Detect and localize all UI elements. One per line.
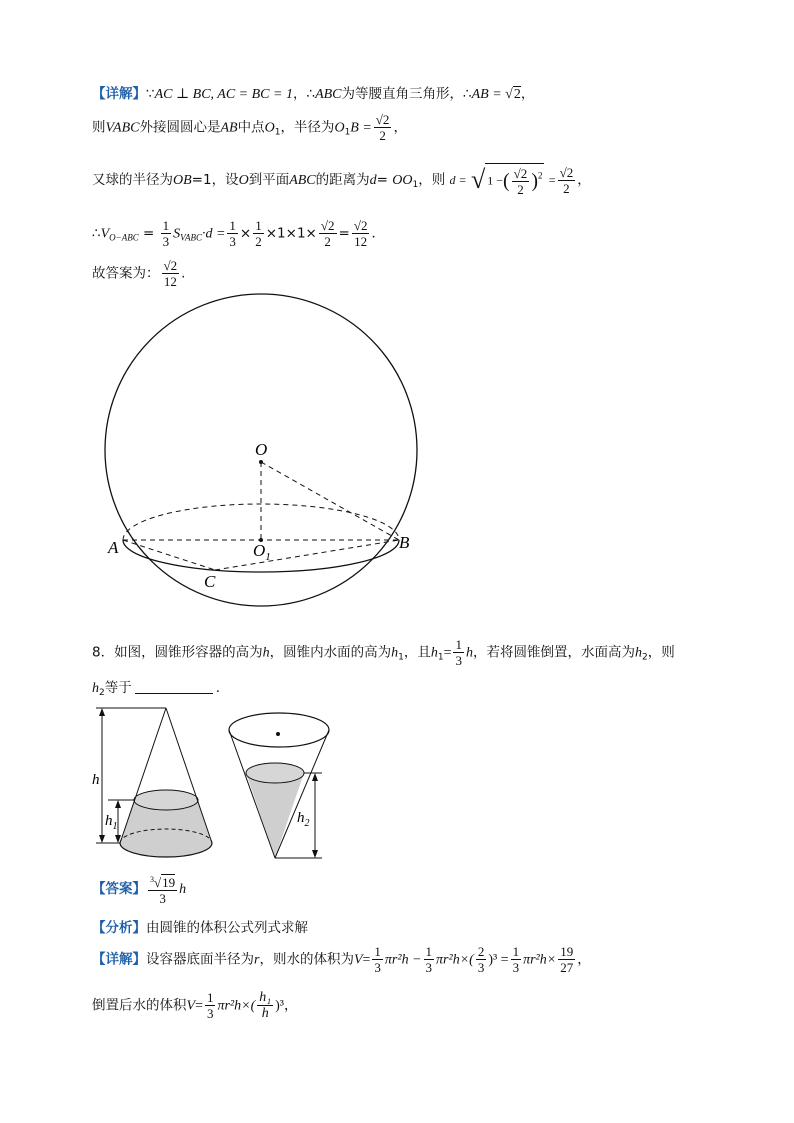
analysis-8-line: 【分析】由圆锥的体积公式列式求解 bbox=[92, 920, 308, 936]
problem-8-stem: 8．如图，圆锥形容器的高为h，圆锥内水面的高为$h_1$，且$h_1=$ $\frac{1}{3}$ h，若将圆锥倒置，水面高为$h_2$，则 bbox=[92, 637, 675, 668]
detail-line-2: 则VABC外接圆圆心是AB中点$O_1$，半径为$O_1B$ = $\frac{√2}{2}$ ， bbox=[92, 112, 407, 143]
analysis-tag: 【分析】 bbox=[92, 920, 146, 936]
detail-8-tag: 【详解】 bbox=[92, 951, 146, 968]
detail-line-1: 【详解】∵AC ⊥ BC, AC = BC = 1，∴ABC为等腰直角三角形，∴AB = √2， bbox=[92, 86, 535, 102]
detail-8-line-1: 【详解】设容器底面半径为r，则水的体积为V= $\frac{1}{3}$ πr²h − $\frac{1}{3}$ πr²h×( $\frac{2}{3}$ )³ = $\frac{1}{3}$ πr²h× $\frac{19}{27}$ ， bbox=[92, 944, 591, 975]
h-arrow-top bbox=[99, 708, 105, 716]
upright-water-surface bbox=[134, 790, 198, 810]
inverted-water-surface bbox=[246, 763, 304, 783]
label-a: A bbox=[108, 538, 119, 557]
radical-expression: 1 −( $\frac{√2}{2}$ )$^2$ bbox=[485, 163, 544, 197]
problem-8-line-2: $h_2$等于 . bbox=[92, 680, 221, 698]
fraction: $\frac{√2}{2}$ bbox=[375, 112, 390, 143]
answer-8-line: 【答案】 $\frac{^3√19}{3}$ h bbox=[92, 872, 186, 906]
label-h: h bbox=[92, 772, 100, 788]
label-o1: $O_1$ bbox=[253, 541, 271, 563]
answer-fraction: $\frac{^3√19}{3}$ bbox=[148, 872, 177, 906]
h1-arrow-top bbox=[115, 800, 121, 808]
h2-arrow-top bbox=[312, 773, 318, 781]
h-arrow-bottom bbox=[99, 835, 105, 843]
label-o: O bbox=[255, 440, 268, 459]
label-h2: $h_2$ bbox=[297, 810, 310, 829]
detail-8-line-2: 倒置后水的体积V= $\frac{1}{3}$ πr²h×( $\frac{\text{h₁}}{h}$ )³， bbox=[92, 990, 298, 1021]
detail-line-3: 又球的半径为OB=1，设O到平面ABC的距离为$d= OO_1$，则 d = √ 1 −( $\frac{√2}{2}$ )$^2$ = $\frac{√2}{2}$ ， bbox=[92, 164, 591, 197]
answer-tag: 【答案】 bbox=[92, 881, 146, 897]
label-c: C bbox=[204, 572, 216, 591]
inverted-cone-rim bbox=[229, 713, 329, 747]
detail-tag: 【详解】 bbox=[92, 86, 146, 102]
label-b: B bbox=[399, 533, 410, 552]
detail-line-4: $\therefore V_{O-ABC}$ = $\frac{1}{3}$ $S_{VABC}\cdot d$ = $\frac{1}{3}$ × $\frac{1}{2}$ ×1×1× $\frac{√2}{2}$ = $\frac{√2}{12}$ ． bbox=[92, 218, 385, 249]
inverted-cone-center bbox=[276, 732, 280, 736]
answer-line: 故答案为： $\frac{√2}{12}$ . bbox=[92, 258, 186, 289]
h2-arrow-bottom bbox=[312, 850, 318, 858]
label-h1: $h_1$ bbox=[105, 813, 118, 832]
